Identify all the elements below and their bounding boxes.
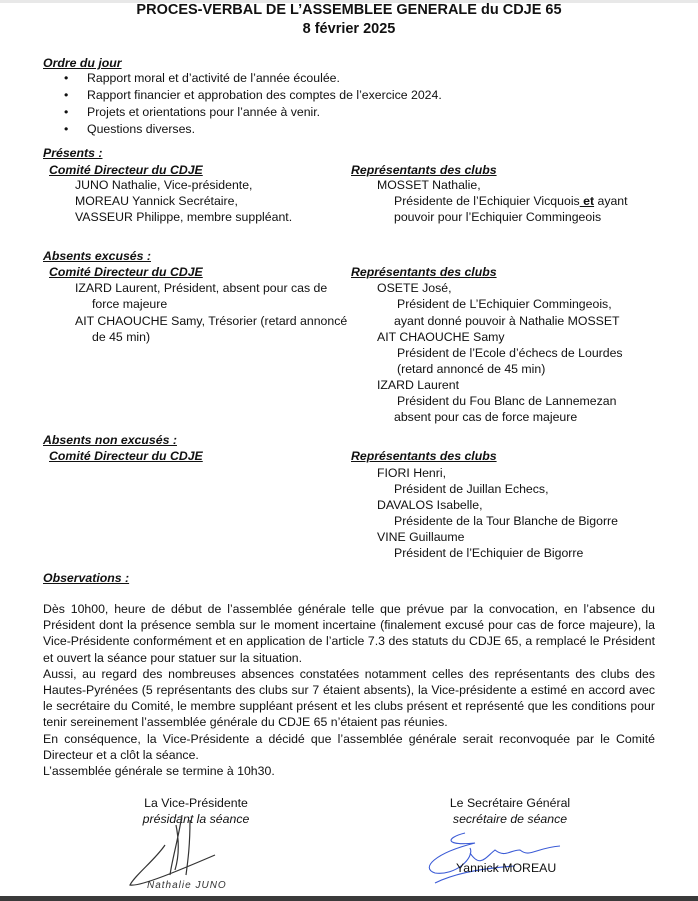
list-item: Président de l’Ecole d’échecs de Lourdes: [397, 346, 623, 360]
list-item: [394, 193, 628, 209]
observations-body: [43, 601, 655, 779]
list-item: Président de l’Echiquier de Bigorre: [394, 546, 584, 560]
agenda-heading: Ordre du jour: [43, 56, 122, 70]
list-item: VASSEUR Philippe, membre suppléant.: [75, 210, 293, 224]
list-item: DAVALOS Isabelle,: [377, 498, 483, 512]
paragraph: Dès 10h00, heure de début de l’assemblée générale telle que prévue par la convocation, en l’absence du Président dont la présence sembla sur le moment incertaine (finalement excusé pour cas de force majeure), la Vice-Présidente conformément et en application de l’article 7.3 des statuts du CDJE 65, a remplacé le Président et ouvert la séance pour statuer sur la situation.: [43, 602, 655, 665]
paragraph: Aussi, au regard des nombreuses absences constatées notamment celles des représentants des clubs des Hautes-Pyrénées (5 représentants des clubs sur 7 étaient absents), la Vice-présidente a estimé en accord avec le secrétaire du Comité, le membre suppléant présent et les clubs présent et représenté que les conditions pour tenir sereinement l’assemblée générale du CDJE 65 n’étaient pas réunies.: [43, 666, 655, 730]
list-item: IZARD Laurent: [377, 378, 460, 392]
presents-clubs-heading: Représentants des clubs: [351, 163, 497, 177]
viewer-bottom-edge: [0, 896, 698, 901]
list-item: absent pour cas de force majeure: [394, 410, 578, 424]
excused-heading: Absents excusés :: [43, 249, 151, 263]
list-item: OSETE José,: [377, 281, 452, 295]
signature-left-role: La Vice-Présidente: [144, 796, 248, 810]
list-item: pouvoir pour l’Echiquier Commingeois: [394, 210, 602, 224]
excused-committee-heading: Comité Directeur du CDJE: [49, 265, 203, 279]
list-item: force majeure: [92, 297, 168, 311]
club-text: ayant: [594, 194, 628, 208]
underlined-et: et: [579, 194, 595, 208]
list-item: MOREAU Yannick Secrétaire,: [75, 194, 238, 208]
presents-committee-heading: Comité Directeur du CDJE: [49, 163, 203, 177]
presents-heading: Présents :: [43, 146, 103, 160]
list-item: ayant donné pouvoir à Nathalie MOSSET: [394, 314, 620, 328]
signature-right-subrole: secrétaire de séance: [452, 812, 568, 826]
signature-left-subrole: présidant la séance: [142, 812, 250, 826]
document-title: PROCES-VERBAL DE L’ASSEMBLEE GENERALE du CDJE 65: [136, 2, 562, 18]
signature-right-role: Le Secrétaire Général: [449, 796, 571, 810]
list-item: IZARD Laurent, Président, absent pour cas de: [75, 281, 328, 295]
list-item: AIT CHAOUCHE Samy: [377, 330, 505, 344]
list-item: FIORI Henri,: [377, 466, 447, 480]
list-item: MOSSET Nathalie,: [377, 178, 481, 192]
paragraph: En conséquence, la Vice-Présidente a décidé que l’assemblée générale serait reconvoquée par le Comité Directeur et a clôt la séance.: [43, 731, 655, 762]
agenda-item-text: Questions diverses.: [87, 122, 195, 136]
list-item: (retard annoncé de 45 min): [397, 362, 546, 376]
agenda-item-text: Rapport financier et approbation des comptes de l’exercice 2024.: [87, 88, 442, 102]
document-date: 8 février 2025: [302, 21, 396, 37]
signature-right-name: Yannick MOREAU: [456, 861, 557, 875]
club-text: Présidente de l’Echiquier Vicquois: [394, 194, 580, 208]
excused-clubs-heading: Représentants des clubs: [351, 265, 497, 279]
list-item: Président de L’Echiquier Commingeois,: [397, 297, 612, 311]
list-item: de 45 min): [92, 330, 151, 344]
list-item: Président du Fou Blanc de Lannemezan: [397, 394, 617, 408]
signature-left-name: Nathalie JUNO: [147, 880, 227, 891]
agenda-item-text: Rapport moral et d’activité de l’année écoulée.: [87, 71, 340, 85]
signature-right-drawing: [415, 828, 575, 888]
list-item: Présidente de la Tour Blanche de Bigorre: [394, 514, 618, 528]
paragraph: L’assemblée générale se termine à 10h30.: [43, 764, 275, 779]
list-item: VINE Guillaume: [377, 530, 465, 544]
agenda-item-text: Projets et orientations pour l’année à venir.: [87, 105, 321, 119]
observations-heading: Observations :: [43, 571, 130, 585]
unexcused-heading: Absents non excusés :: [43, 433, 177, 447]
list-item: Président de Juillan Echecs,: [394, 482, 549, 496]
unexcused-clubs-heading: Représentants des clubs: [351, 449, 497, 463]
unexcused-committee-heading: Comité Directeur du CDJE: [49, 449, 203, 463]
list-item: AIT CHAOUCHE Samy, Trésorier (retard annoncé: [75, 314, 348, 328]
list-item: JUNO Nathalie, Vice-présidente,: [75, 178, 253, 192]
